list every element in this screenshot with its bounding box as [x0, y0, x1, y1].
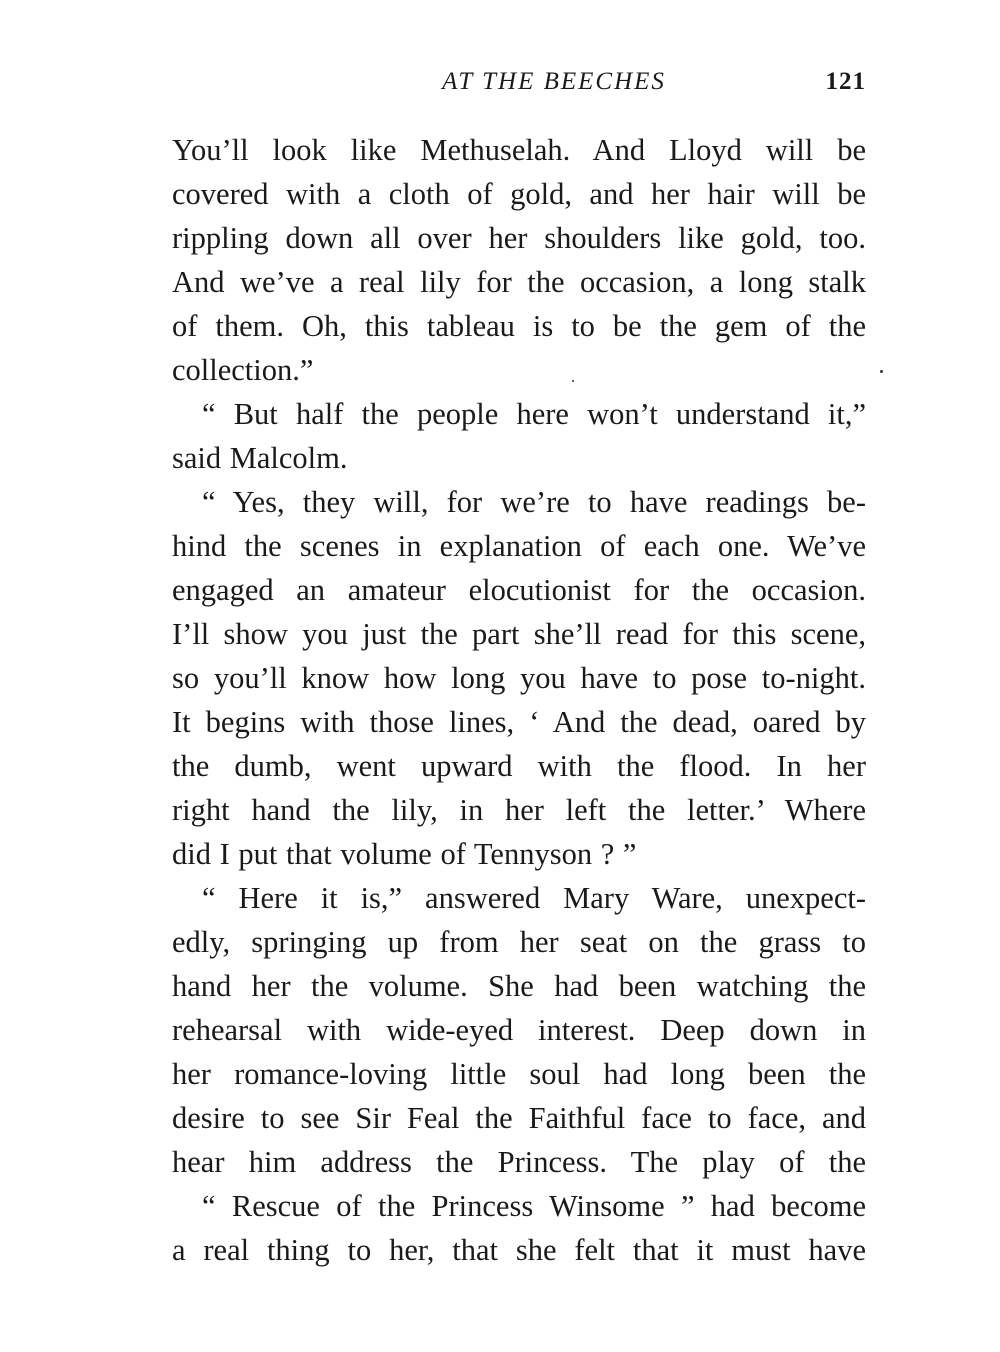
text-line: “ But half the people here won’t understand it,” [202, 397, 866, 431]
text-line: right hand the lily, in her left the letter.’ Where [172, 793, 866, 827]
text-line: It begins with those lines, ‘ And the dead, oared by [172, 705, 866, 739]
text-line: said Malcolm. [172, 441, 348, 475]
text-line: did I put that volume of Tennyson ? ” [172, 837, 637, 871]
text-line: “ Rescue of the Princess Winsome ” had become [202, 1189, 866, 1223]
page-number: 121 [825, 68, 866, 95]
text-line: You’ll look like Methuselah. And Lloyd will be [172, 133, 866, 167]
text-line: And we’ve a real lily for the occasion, a long stalk [172, 265, 866, 299]
text-line: so you’ll know how long you have to pose to-night. [172, 661, 866, 695]
running-head [172, 64, 866, 104]
text-line: edly, springing up from her seat on the grass to [172, 925, 866, 959]
print-speck [572, 380, 574, 382]
text-line: engaged an amateur elocutionist for the occasion. [172, 573, 866, 607]
running-title: AT THE BEECHES [442, 68, 666, 95]
body-text [172, 128, 866, 1272]
text-line: “ Here it is,” answered Mary Ware, unexpect- [202, 881, 866, 915]
text-line: her romance-loving little soul had long been the [172, 1057, 866, 1091]
text-line: a real thing to her, that she felt that it must have [172, 1233, 866, 1267]
text-line: hear him address the Princess. The play of the [172, 1145, 866, 1179]
text-line: covered with a cloth of gold, and her hair will be [172, 177, 866, 211]
text-line: the dumb, went upward with the flood. In her [172, 749, 866, 783]
text-line: desire to see Sir Feal the Faithful face to face, and [172, 1101, 866, 1135]
text-line: hind the scenes in explanation of each one. We’ve [172, 529, 866, 563]
text-line: “ Yes, they will, for we’re to have readings be- [202, 485, 866, 519]
print-speck [880, 370, 883, 373]
text-line: rehearsal with wide-eyed interest. Deep down in [172, 1013, 866, 1047]
text-line: collection.” [172, 353, 314, 387]
text-line: rippling down all over her shoulders like gold, too. [172, 221, 866, 255]
text-line: hand her the volume. She had been watching the [172, 969, 866, 1003]
text-line: of them. Oh, this tableau is to be the gem of the [172, 309, 866, 343]
text-line: I’ll show you just the part she’ll read for this scene, [172, 617, 866, 651]
